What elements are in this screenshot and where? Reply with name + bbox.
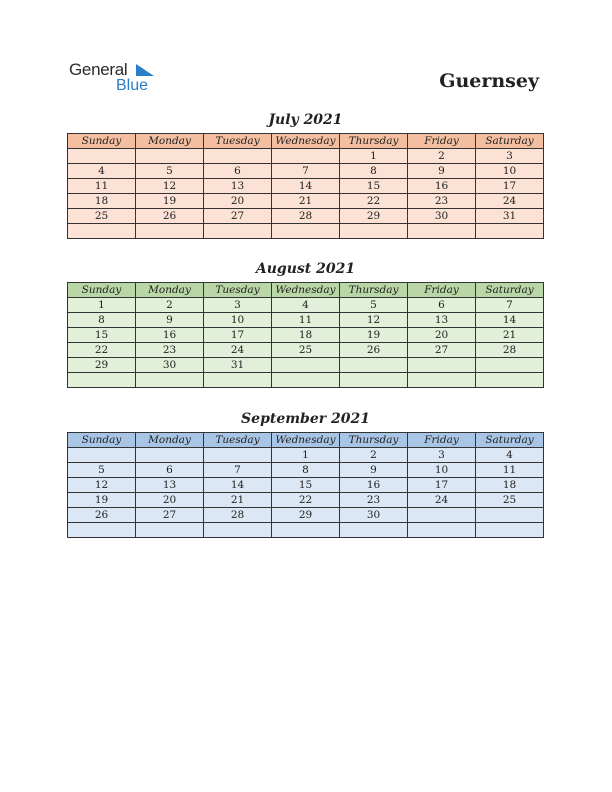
day-cell: 29 (340, 209, 408, 224)
day-cell: 12 (68, 478, 136, 493)
day-cell: 11 (476, 463, 544, 478)
day-cell (272, 149, 340, 164)
week-row (68, 373, 544, 388)
day-cell: 27 (136, 508, 204, 523)
day-cell: 17 (204, 328, 272, 343)
calendar-august (67, 282, 544, 388)
day-cell (204, 224, 272, 239)
day-cell: 14 (272, 179, 340, 194)
day-cell: 16 (340, 478, 408, 493)
day-cell: 22 (272, 493, 340, 508)
day-cell: 25 (68, 209, 136, 224)
day-cell: 25 (272, 343, 340, 358)
day-cell (272, 358, 340, 373)
day-cell (408, 373, 476, 388)
day-cell: 12 (340, 313, 408, 328)
day-cell: 18 (68, 194, 136, 209)
weekday-header: Saturday (476, 134, 544, 149)
week-row (68, 523, 544, 538)
day-cell (408, 358, 476, 373)
day-cell: 28 (476, 343, 544, 358)
weekday-header: Friday (408, 283, 476, 298)
day-cell: 23 (340, 493, 408, 508)
day-cell: 1 (272, 448, 340, 463)
day-cell (68, 523, 136, 538)
day-cell: 3 (476, 149, 544, 164)
week-row (68, 209, 544, 224)
day-cell: 7 (204, 463, 272, 478)
day-cell: 7 (476, 298, 544, 313)
day-cell: 19 (340, 328, 408, 343)
weekday-header: Tuesday (204, 134, 272, 149)
day-cell (272, 373, 340, 388)
week-row (68, 343, 544, 358)
day-cell (340, 523, 408, 538)
week-row (68, 463, 544, 478)
day-cell: 4 (476, 448, 544, 463)
weekday-header: Tuesday (204, 283, 272, 298)
day-cell: 6 (136, 463, 204, 478)
day-cell: 12 (136, 179, 204, 194)
day-cell (68, 373, 136, 388)
week-row (68, 164, 544, 179)
day-cell: 20 (408, 328, 476, 343)
day-cell (476, 358, 544, 373)
day-cell: 11 (68, 179, 136, 194)
day-cell: 26 (136, 209, 204, 224)
week-row (68, 493, 544, 508)
calendar-july (67, 133, 544, 239)
day-cell: 30 (408, 209, 476, 224)
day-cell: 6 (204, 164, 272, 179)
day-cell: 29 (272, 508, 340, 523)
day-cell (68, 224, 136, 239)
day-cell (340, 358, 408, 373)
day-cell: 9 (136, 313, 204, 328)
day-cell (408, 508, 476, 523)
weekday-header: Thursday (340, 134, 408, 149)
weekday-header: Wednesday (272, 283, 340, 298)
month-title-september: September 2021 (241, 411, 370, 427)
day-cell: 17 (476, 179, 544, 194)
day-cell: 15 (272, 478, 340, 493)
day-cell (136, 149, 204, 164)
day-cell: 30 (340, 508, 408, 523)
day-cell: 13 (408, 313, 476, 328)
day-cell: 19 (68, 493, 136, 508)
weekday-header: Thursday (340, 433, 408, 448)
day-cell: 13 (204, 179, 272, 194)
day-cell: 23 (408, 194, 476, 209)
week-row (68, 328, 544, 343)
day-cell (408, 523, 476, 538)
day-cell (136, 523, 204, 538)
day-cell: 21 (272, 194, 340, 209)
weekday-header: Sunday (68, 134, 136, 149)
day-cell (476, 373, 544, 388)
day-cell: 31 (204, 358, 272, 373)
day-cell (68, 448, 136, 463)
day-cell: 15 (340, 179, 408, 194)
month-title-july: July 2021 (268, 112, 343, 128)
day-cell (136, 373, 204, 388)
day-cell: 16 (408, 179, 476, 194)
day-cell (204, 448, 272, 463)
day-cell: 8 (68, 313, 136, 328)
day-cell: 21 (476, 328, 544, 343)
day-cell: 5 (68, 463, 136, 478)
weekday-header: Wednesday (272, 134, 340, 149)
week-row (68, 478, 544, 493)
day-cell: 25 (476, 493, 544, 508)
day-cell (204, 373, 272, 388)
day-cell: 22 (340, 194, 408, 209)
day-cell: 2 (340, 448, 408, 463)
day-cell: 3 (408, 448, 476, 463)
weekday-header-row (68, 283, 544, 298)
day-cell: 5 (340, 298, 408, 313)
day-cell (136, 224, 204, 239)
day-cell: 4 (272, 298, 340, 313)
day-cell (272, 224, 340, 239)
day-cell: 10 (476, 164, 544, 179)
day-cell: 2 (408, 149, 476, 164)
weekday-header: Sunday (68, 433, 136, 448)
day-cell: 26 (68, 508, 136, 523)
day-cell: 31 (476, 209, 544, 224)
day-cell (340, 373, 408, 388)
day-cell: 13 (136, 478, 204, 493)
day-cell (68, 149, 136, 164)
day-cell: 9 (340, 463, 408, 478)
weekday-header: Saturday (476, 283, 544, 298)
week-row (68, 149, 544, 164)
day-cell: 26 (340, 343, 408, 358)
day-cell: 21 (204, 493, 272, 508)
country-title: Guernsey (439, 70, 539, 92)
day-cell: 1 (340, 149, 408, 164)
day-cell (476, 523, 544, 538)
day-cell: 27 (408, 343, 476, 358)
weekday-header: Monday (136, 134, 204, 149)
day-cell (476, 224, 544, 239)
day-cell (204, 149, 272, 164)
day-cell: 22 (68, 343, 136, 358)
weekday-header: Monday (136, 433, 204, 448)
day-cell: 20 (204, 194, 272, 209)
week-row (68, 448, 544, 463)
day-cell: 20 (136, 493, 204, 508)
weekday-header: Saturday (476, 433, 544, 448)
day-cell (136, 448, 204, 463)
weekday-header: Wednesday (272, 433, 340, 448)
day-cell: 28 (204, 508, 272, 523)
day-cell: 14 (204, 478, 272, 493)
day-cell: 5 (136, 164, 204, 179)
day-cell: 10 (408, 463, 476, 478)
day-cell: 6 (408, 298, 476, 313)
logo (69, 60, 169, 96)
day-cell: 24 (408, 493, 476, 508)
day-cell (408, 224, 476, 239)
logo-blue-text: Blue (116, 77, 149, 94)
weekday-header: Monday (136, 283, 204, 298)
logo-general-text: General (69, 60, 128, 79)
day-cell: 17 (408, 478, 476, 493)
month-title-august: August 2021 (255, 261, 356, 277)
week-row (68, 194, 544, 209)
day-cell: 2 (136, 298, 204, 313)
day-cell: 27 (204, 209, 272, 224)
day-cell: 24 (476, 194, 544, 209)
day-cell: 18 (272, 328, 340, 343)
day-cell: 15 (68, 328, 136, 343)
weekday-header-row (68, 134, 544, 149)
day-cell: 30 (136, 358, 204, 373)
day-cell: 14 (476, 313, 544, 328)
weekday-header: Friday (408, 134, 476, 149)
day-cell: 19 (136, 194, 204, 209)
day-cell: 3 (204, 298, 272, 313)
weekday-header: Friday (408, 433, 476, 448)
day-cell (340, 224, 408, 239)
day-cell: 11 (272, 313, 340, 328)
week-row (68, 298, 544, 313)
day-cell: 18 (476, 478, 544, 493)
week-row (68, 224, 544, 239)
day-cell: 23 (136, 343, 204, 358)
day-cell: 28 (272, 209, 340, 224)
day-cell: 24 (204, 343, 272, 358)
weekday-header: Tuesday (204, 433, 272, 448)
day-cell: 29 (68, 358, 136, 373)
day-cell: 4 (68, 164, 136, 179)
calendar-september (67, 432, 544, 538)
day-cell: 16 (136, 328, 204, 343)
day-cell (204, 523, 272, 538)
day-cell: 8 (340, 164, 408, 179)
day-cell (476, 508, 544, 523)
weekday-header: Thursday (340, 283, 408, 298)
logo-triangle-icon (136, 64, 154, 78)
day-cell: 8 (272, 463, 340, 478)
day-cell: 7 (272, 164, 340, 179)
week-row (68, 358, 544, 373)
day-cell: 1 (68, 298, 136, 313)
day-cell: 10 (204, 313, 272, 328)
day-cell (272, 523, 340, 538)
week-row (68, 313, 544, 328)
day-cell: 9 (408, 164, 476, 179)
week-row (68, 179, 544, 194)
weekday-header: Sunday (68, 283, 136, 298)
weekday-header-row (68, 433, 544, 448)
week-row (68, 508, 544, 523)
